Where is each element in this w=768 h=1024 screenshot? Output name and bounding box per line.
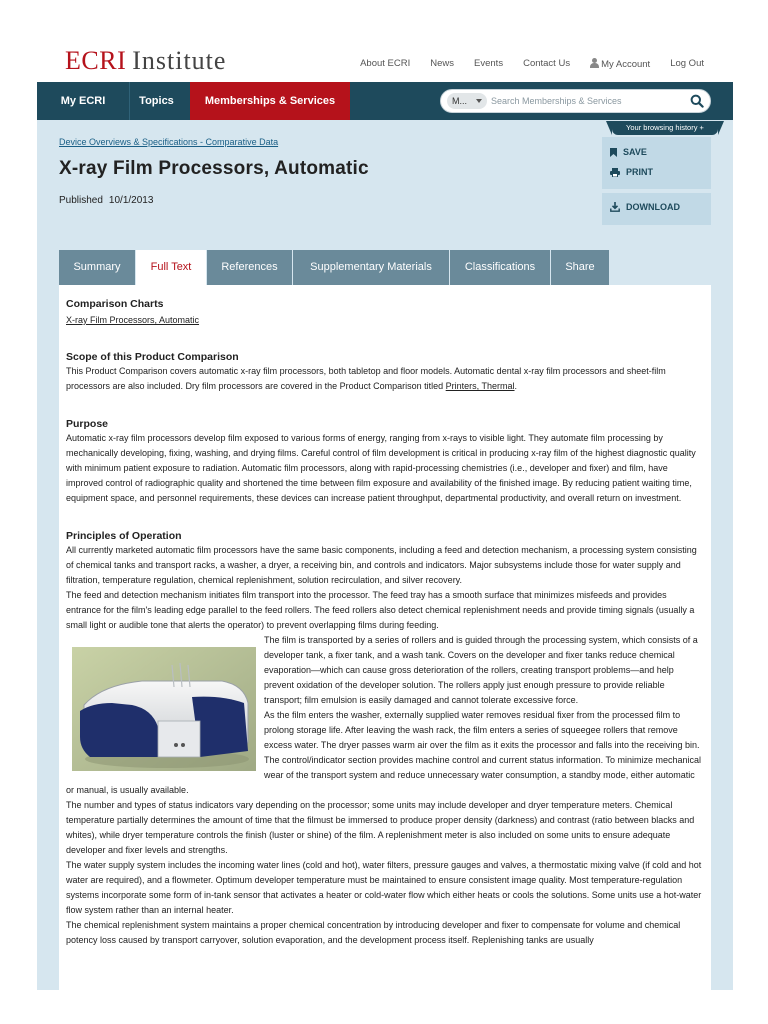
browsing-history-tab[interactable]: Your browsing history + (612, 121, 718, 135)
principles-paragraph-5: The control/indicator section provides machine control and current status information. To minimize mechanical wear of the transport system and reduce unnecessary water consumption, a standby mode, either automatic or manual, is usually available. (66, 755, 702, 795)
comparison-heading: Comparison Charts (66, 298, 164, 310)
download-icon (610, 202, 620, 212)
scope-section (66, 350, 704, 394)
purpose-heading: Purpose (66, 418, 109, 430)
chevron-down-icon (476, 99, 482, 103)
search-input[interactable] (491, 93, 683, 109)
principles-heading: Principles of Operation (66, 530, 182, 542)
bookmark-icon (610, 148, 617, 157)
printers-thermal-link[interactable]: Printers, Thermal (445, 381, 515, 391)
nav-topics[interactable]: Topics (129, 82, 183, 120)
scope-paragraph (66, 364, 704, 394)
tab-share[interactable]: Share (551, 250, 609, 285)
my-account-label: My Account (601, 59, 651, 70)
about-link[interactable]: About ECRI (360, 58, 411, 69)
principles-paragraph-2: The feed and detection mechanism initiates film transport into the processor. The feed tray has a smooth surface that minimizes misfeeds and provides entrance for the film's leading edge parallel to the feed rollers. The feed rollers also detect chemical replenishment needs and provide timing signals (usually a small light or audible tone that alerts the operator) to prevent overlapping films during feeding. (66, 590, 695, 630)
tab-references[interactable]: References (207, 250, 292, 285)
news-link[interactable]: News (430, 58, 455, 69)
purpose-section (66, 417, 704, 506)
logo-ecri-text: ECRI (65, 46, 127, 75)
article-body (59, 285, 711, 990)
comparison-section (66, 297, 704, 328)
user-icon (590, 58, 599, 68)
ecri-logo[interactable] (65, 46, 226, 76)
nav-my-ecri[interactable]: My ECRI (60, 95, 106, 107)
contact-link[interactable]: Contact Us (523, 58, 571, 69)
principles-paragraph-7: The water supply system includes the incoming water lines (cold and hot), water filters, pressure gauges and valves, a thermostatic mixing valve (if cold and hot water are required), and a flowmeter. Optimum developer temperature must be maintained to ensure consistent image quality. Most temperature-regulation systems incorporate some form of in-tank sensor that activates a heater or cold-water flow which either heats or cools the solutions. Some units use a hot-water flow system rather than an internal heater. (66, 860, 702, 915)
tab-supplementary[interactable]: Supplementary Materials (293, 250, 449, 285)
principles-paragraph-6: The number and types of status indicators vary depending on the processor; some units may include developer and dryer temperature meters. Chemical temperature partially determines the amount of time that the filmust be immersed to produce proper density (darkness) and contrast (ratio between blacks and whites), while dryer temperature controls the finish (luster or shine) of the film. A replenishment meter is also included on some units to ensure adequate developer and fixer levels and strengths. (66, 800, 695, 855)
print-label: PRINT (626, 167, 653, 177)
comparison-chart-link[interactable]: X-ray Film Processors, Automatic (66, 315, 200, 325)
breadcrumb[interactable]: Device Overviews & Specifications - Comparative Data (59, 137, 279, 147)
tab-classifications[interactable]: Classifications (450, 250, 550, 285)
scope-text-end: . (514, 381, 518, 391)
download-label: DOWNLOAD (626, 202, 680, 212)
search-icon[interactable] (690, 94, 704, 108)
search-scope-label: M... (452, 96, 467, 106)
events-link[interactable]: Events (474, 58, 504, 69)
printer-icon (610, 168, 620, 177)
logo-institute-text: Institute (132, 46, 227, 75)
scope-heading: Scope of this Product Comparison (66, 351, 239, 363)
principles-paragraph-4: As the film enters the washer, externally supplied water removes residual fixer from the processed film to prolong storage life. After leaving the wash rack, the film enters a series of squeegee rollers that remove excess water. The dryer passes warm air over the film as it exits the processor and falls into the receiving bin. (264, 710, 700, 750)
published-label: Published (59, 195, 103, 206)
print-button[interactable] (610, 167, 653, 177)
nav-memberships[interactable]: Memberships & Services (190, 82, 350, 120)
film-processor-image (72, 647, 256, 771)
save-print-box (602, 137, 711, 189)
principles-section (66, 529, 704, 948)
principles-paragraph-8: The chemical replenishment system maintains a proper chemical concentration by introducing developer and fixer to compensate for volume and chemical potency loss caused by transport carryover, solution evaporation, and the development process itself. Replenishing tanks are usually (66, 920, 681, 945)
page-title: X-ray Film Processors, Automatic (59, 158, 369, 179)
tab-full-text[interactable]: Full Text (136, 250, 206, 285)
main-nav (37, 82, 733, 120)
my-account-link[interactable] (590, 58, 650, 70)
tab-summary[interactable]: Summary (59, 250, 135, 285)
save-label: SAVE (623, 147, 647, 157)
action-panel (602, 137, 711, 225)
published-date: 10/1/2013 (108, 195, 154, 206)
search-scope-select[interactable] (447, 93, 487, 109)
principles-paragraph-3: The film is transported by a series of rollers and is guided through the processing system, which consists of a developer tank, a fixer tank, and a wash tank. Covers on the developer and fixer tanks reduce chemical evaporation—which can cause gross deterioration of the rollers, creating transport problems—and help prevent oxidation of the developer solution. The rollers apply just enough pressure to provide reliable transport; film emulsion is easily damaged and cannot tolerate excessive force. (264, 635, 698, 705)
logout-link[interactable]: Log Out (670, 58, 704, 69)
scope-text: This Product Comparison covers automatic x-ray film processors, both tabletop and floor models. Automatic dental x-ray film processors and sheet-film processors are also included. Dry film processors are covered in the Product Comparison titled (66, 366, 666, 391)
principles-paragraph-1: All currently marketed automatic film processors have the same basic components, including a feed and detection mechanism, a processing system consisting of chemical tanks and transport racks, a washer, a dryer, a receiving bin, and controls and indicators. Major subsystems include those for water supply and filtration, temperature regulation, chemical replenishment, solution recirculation, and silver recovery. (66, 545, 697, 585)
search-bar (440, 89, 711, 113)
download-button[interactable] (610, 202, 680, 212)
save-button[interactable] (610, 147, 647, 157)
top-links (360, 58, 704, 70)
purpose-paragraph: Automatic x-ray film processors develop film exposed to various forms of energy, ranging from x-rays to visible light. They automate film processing by mechanically developing, fixing, washing, and drying films. Careful control of film development is critical in producing x-ray film of the highest diagnostic quality with minimum patient exposure to radiation. Automatic film processors, along with rapid-processing chemistries (i.e., developer and fixer) and film, have improved control of radiographic quality and shortened the time between film exposure and availability of the finished image. By reducing patient waiting time, equipment space, and personnel requirements, these devices can increase patient throughput, departmental productivity, and overall return on investment. (66, 433, 696, 503)
published-info (59, 195, 153, 206)
